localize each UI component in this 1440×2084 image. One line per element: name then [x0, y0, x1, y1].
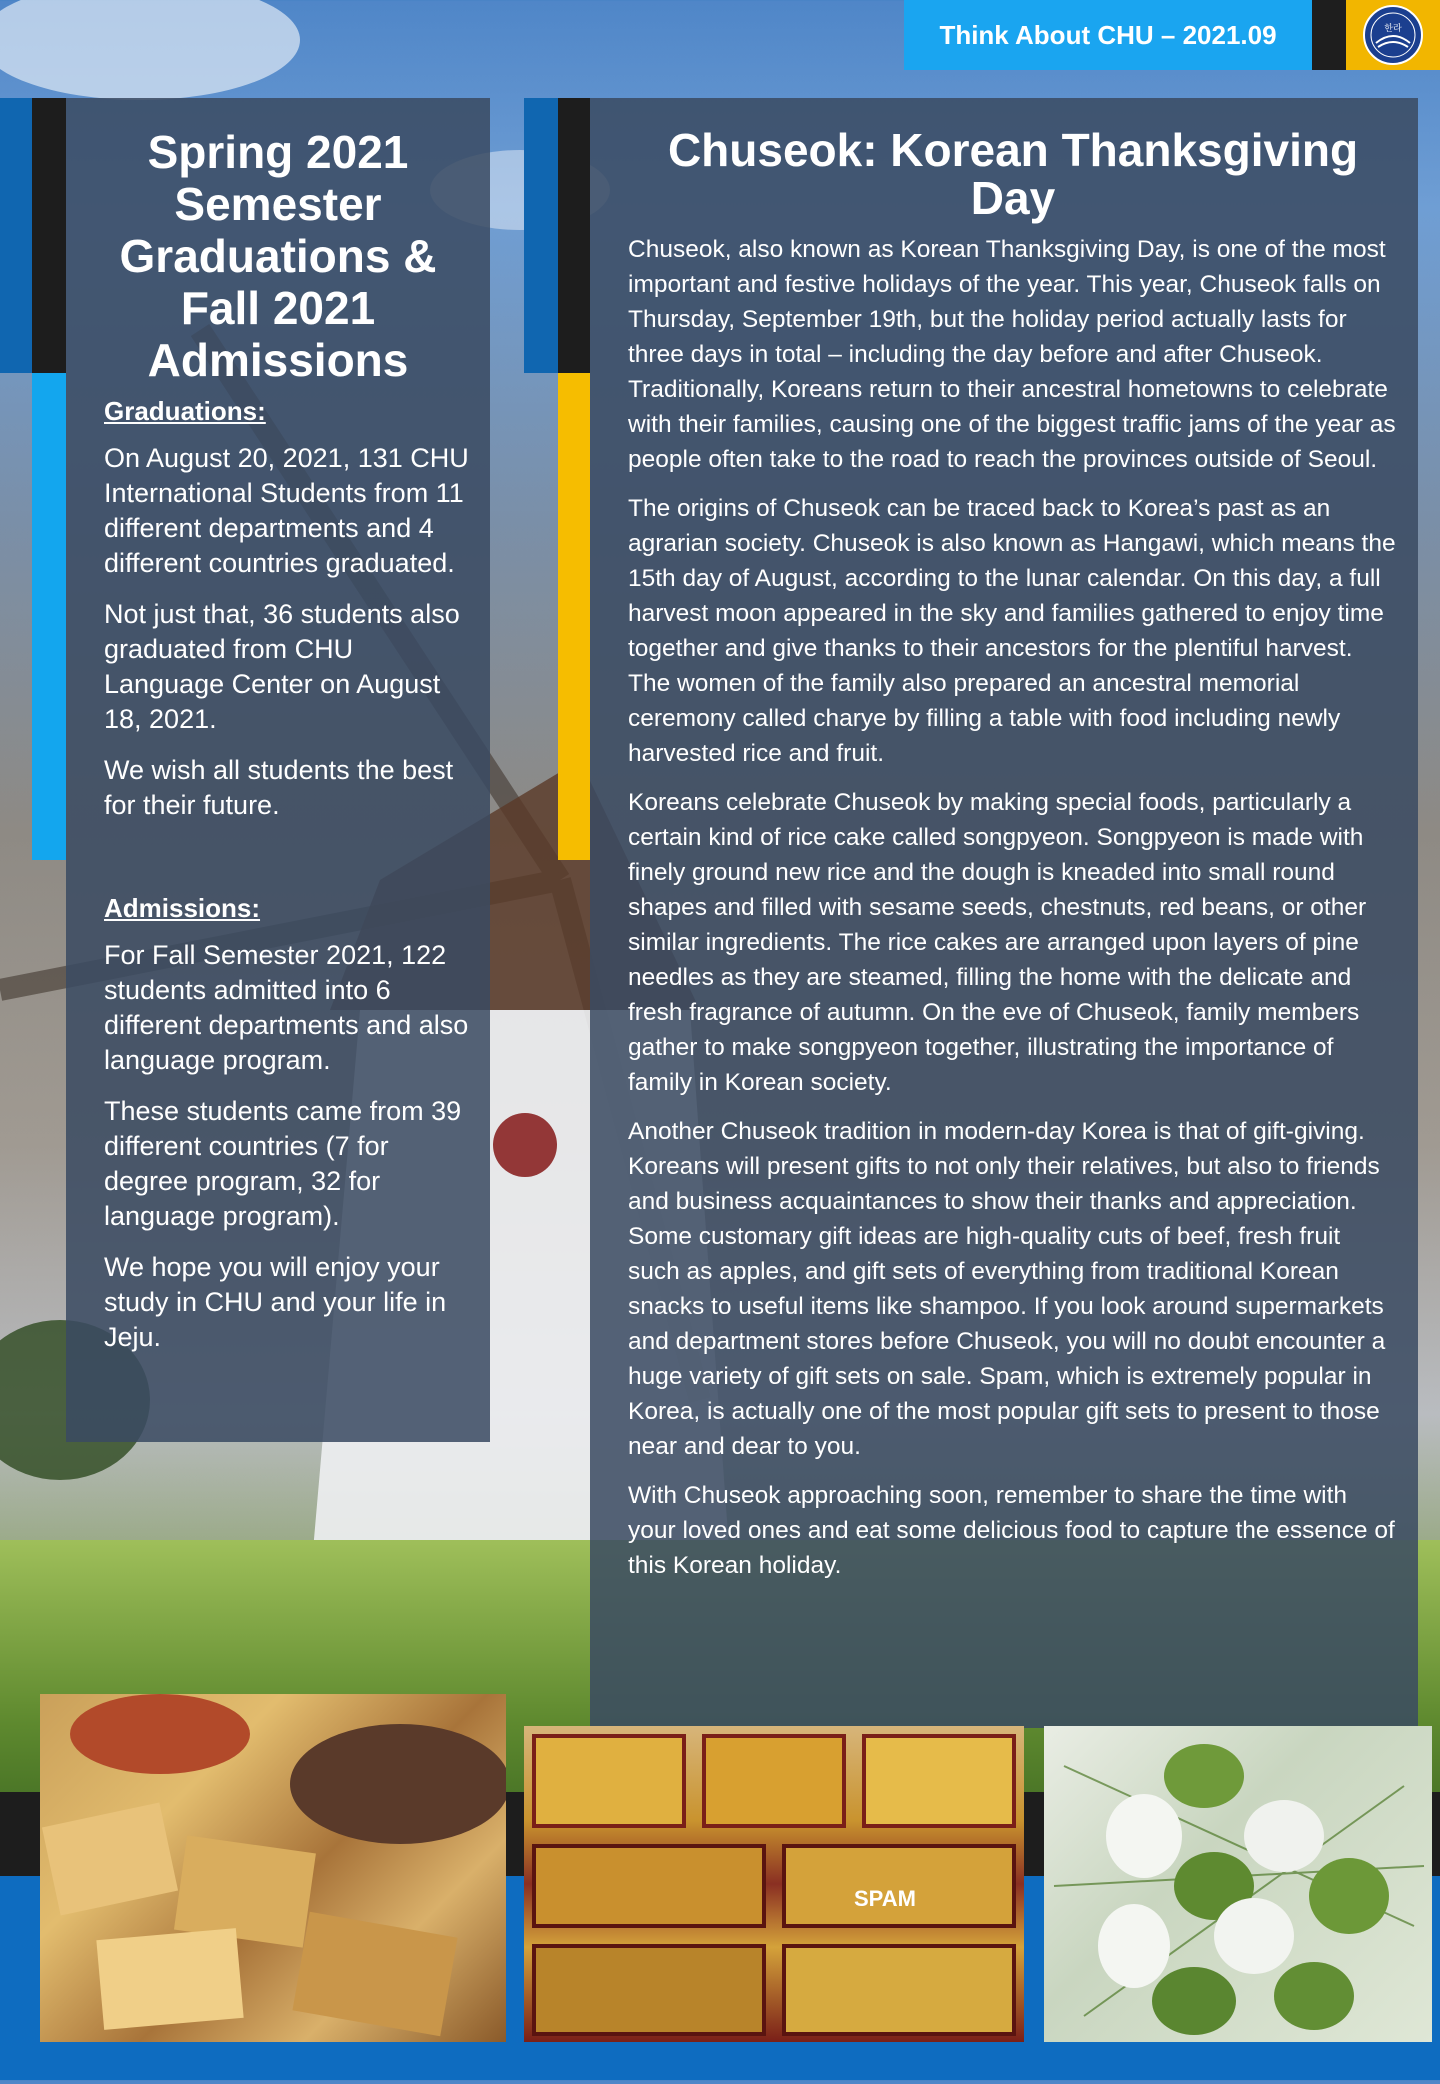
header-divider [1312, 0, 1346, 70]
chuseok-food-photo [40, 1694, 506, 2042]
accent-bar-dark-left [32, 98, 66, 373]
graduations-paragraph: Not just that, 36 students also graduated from CHU Language Center on August 18, 2021. [104, 599, 460, 734]
chuseok-article-panel [590, 98, 1418, 1728]
songpyeon-illustration [1044, 1726, 1432, 2042]
graduation-admissions-panel [66, 98, 490, 1442]
graduations-paragraph: On August 20, 2021, 131 CHU International Students from 11 different departments and 4 different countries graduated. [104, 443, 469, 578]
spam-label: SPAM [854, 1886, 916, 1911]
accent-bar-yellow-right [558, 373, 590, 860]
admissions-heading: Admissions: [104, 893, 261, 923]
logo-text: 한라 [1384, 24, 1402, 34]
accent-bar-dark-right [558, 98, 590, 373]
gift-sets-illustration [524, 1726, 1024, 2042]
accent-bar-blue-right [524, 98, 558, 373]
article-title: Chuseok: Korean Thanksgiving Day [667, 124, 1359, 224]
article-paragraph: With Chuseok approaching soon, remember to share the time with your loved ones and eat some delicious food to capture the essence of this Korean holiday. [628, 1482, 1395, 1579]
article-paragraph: Koreans celebrate Chuseok by making special foods, particularly a certain kind of rice cake called songpyeon. Songpyeon is made with finely ground new rice and the dough is kneaded into small round shapes and filled with sesame seeds, chestnuts, red beans, or other similar ingredients. The rice cakes are arranged upon layers of pine needles as they are steamed, filling the home with the delicate and fresh fragrance of autumn. On the eve of Chuseok, family members gather to make songpyeon together, illustrating the importance of family in Korean society. [628, 789, 1367, 1096]
article-paragraph: The origins of Chuseok can be traced back to Korea’s past as an agrarian society. Chuseok is also known as Hangawi, which means the 15th day of August, according to the lunar calendar. On this day, a full harvest moon appeared in the sky and families gathered to enjoy time together and give thanks to their ancestors for the plentiful harvest. The women of the family also prepared an ancestral memorial ceremony called charye by filling a table with food including newly harvested rice and fruit. [628, 495, 1396, 767]
graduations-heading: Graduations: [104, 396, 266, 426]
accent-bar-cyan-left [32, 373, 66, 860]
university-logo [1346, 0, 1440, 70]
left-panel-title: Spring 2021 Semester Graduations & Fall 2021 Admissions [119, 126, 437, 386]
admissions-paragraph: These students came from 39 different countries (7 for degree program, 32 for language program). [104, 1096, 462, 1231]
article-paragraph: Another Chuseok tradition in modern-day Korea is that of gift-giving. Koreans will present gifts to not only their relatives, but also to friends and business acquaintances to show their thanks and appreciation. Some customary gift ideas are high-quality cuts of beef, fresh fruit such as apples, and gift sets of everything from traditional Korean snacks to useful items like shampoo. If you look around supermarkets and department stores before Chuseok, you will no doubt encounter a huge variety of gift sets on sale. Spam, which is extremely popular in Korea, is actually one of the most popular gift sets to present to those near and dear to you. [628, 1118, 1386, 1460]
university-seal-icon [1358, 3, 1428, 67]
accent-bar-blue-left [0, 98, 32, 373]
article-paragraph: Chuseok, also known as Korean Thanksgiving Day, is one of the most important and festive holidays of the year. This year, Chuseok falls on Thursday, September 19th, but the holiday period actually lasts for three days in total – including the day before and after Chuseok. Traditionally, Koreans return to their ancestral hometowns to celebrate with their families, causing one of the biggest traffic jams of the year as people often take to the road to reach the provinces outside of Seoul. [628, 236, 1396, 473]
admissions-paragraph: We hope you will enjoy your study in CHU and your life in Jeju. [104, 1252, 447, 1352]
songpyeon-photo [1044, 1726, 1432, 2042]
food-illustration [40, 1694, 506, 2042]
issue-tag: Think About CHU – 2021.09 [904, 0, 1312, 70]
admissions-paragraph: For Fall Semester 2021, 122 students admitted into 6 different departments and also language program. [104, 940, 469, 1075]
graduations-paragraph: We wish all students the best for their future. [104, 755, 454, 820]
spam-gift-sets-photo [524, 1726, 1024, 2042]
